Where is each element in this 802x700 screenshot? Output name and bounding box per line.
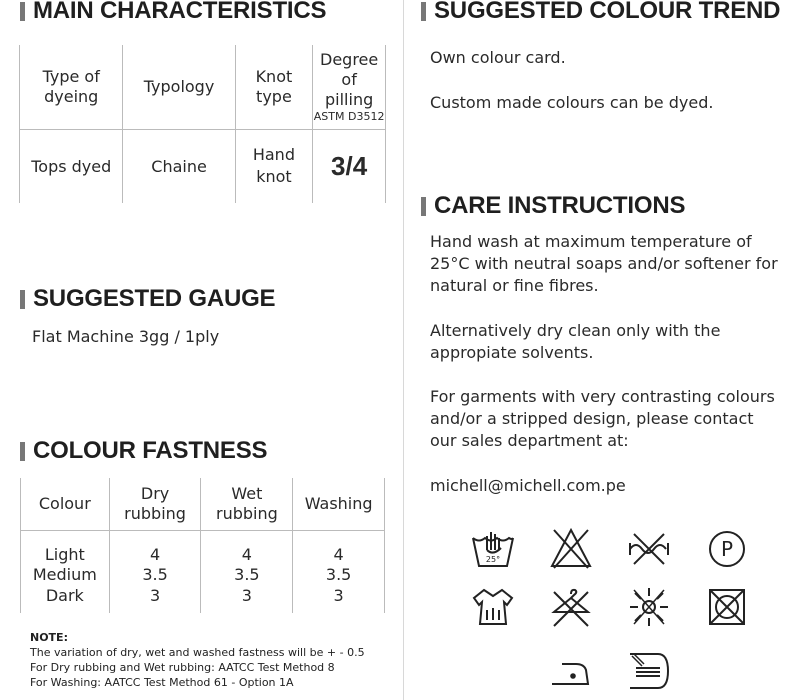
char-header-knot: Knot type <box>235 45 313 129</box>
fast-header-washing: Washing <box>293 478 385 530</box>
do-not-tumble-dry-icon <box>704 584 750 630</box>
heading-bar <box>20 2 25 21</box>
fast-cell: 3 <box>201 586 293 613</box>
heading-bar <box>421 2 426 21</box>
fast-cell: 3.5 <box>201 564 293 586</box>
fast-cell: 4 <box>293 530 385 564</box>
do-not-dry-in-sun-icon <box>626 584 672 630</box>
care-instructions-heading <box>421 192 685 220</box>
care-paragraph-3: For garments with very contrasting colours and/or a stripped design, please contact our sales department at: <box>430 387 775 450</box>
fast-cell: Dark <box>21 586 110 613</box>
note-line: For Dry rubbing and Wet rubbing: AATCC Test Method 8 <box>30 661 335 674</box>
fast-cell: 3.5 <box>293 564 385 586</box>
dry-clean-letter: P <box>720 537 734 561</box>
note-label: NOTE: <box>30 631 68 644</box>
fast-cell: 3.5 <box>109 564 201 586</box>
trend-line-2: Custom made colours can be dyed. <box>430 93 714 112</box>
colour-trend-title: SUGGESTED COLOUR TREND <box>434 0 781 24</box>
colour-trend-heading <box>421 0 780 25</box>
astm-label: ASTM D3512 <box>313 109 385 123</box>
char-cell-knot: Hand knot <box>235 129 313 203</box>
trend-line-1: Own colour card. <box>430 48 566 67</box>
do-not-hang-dry-icon <box>548 584 594 630</box>
fast-cell: 4 <box>109 530 201 564</box>
column-divider <box>403 0 404 700</box>
char-cell-pilling: 3/4 <box>313 129 386 203</box>
char-cell-dyeing: Tops dyed <box>20 129 123 203</box>
contact-email[interactable]: michell@michell.com.pe <box>430 476 626 495</box>
care-instructions-title: CARE INSTRUCTIONS <box>434 192 686 219</box>
do-not-bleach-icon <box>548 526 594 572</box>
iron-low-icon <box>548 648 594 694</box>
care-paragraph-2: Alternatively dry clean only with the appropiate solvents. <box>430 321 721 362</box>
gauge-text: Flat Machine 3gg / 1ply <box>32 327 220 346</box>
colour-fastness-table <box>20 478 385 613</box>
fast-cell: 4 <box>201 530 293 564</box>
wash-temp-label: 25° <box>485 555 501 564</box>
care-paragraph-1: Hand wash at maximum temperature of 25°C with neutral soaps and/or softener for natural or fine fibres. <box>430 232 778 295</box>
main-characteristics-title: MAIN CHARACTERISTICS <box>33 0 327 24</box>
char-header-dyeing: Type of dyeing <box>20 45 123 129</box>
note-line: The variation of dry, wet and washed fastness will be + - 0.5 <box>30 646 365 659</box>
char-header-pilling: Degree of pilling ASTM D3512 <box>313 45 386 129</box>
fast-cell: Light <box>21 530 110 564</box>
fast-header-dry: Dry rubbing <box>109 478 201 530</box>
do-not-wring-icon <box>626 526 672 572</box>
heading-bar <box>20 290 25 309</box>
fast-cell: 3 <box>109 586 201 613</box>
fast-cell: Medium <box>21 564 110 586</box>
char-cell-typology: Chaine <box>123 129 235 203</box>
dry-flat-icon <box>470 584 516 630</box>
fast-header-colour: Colour <box>21 478 110 530</box>
characteristics-table <box>19 45 386 203</box>
suggested-gauge-title: SUGGESTED GAUGE <box>33 285 276 312</box>
hand-wash-icon <box>470 526 516 572</box>
char-header-typology: Typology <box>123 45 235 129</box>
fastness-note <box>30 630 365 690</box>
fast-cell: 3 <box>293 586 385 613</box>
dry-clean-p-icon <box>704 526 750 572</box>
fast-header-wet: Wet rubbing <box>201 478 293 530</box>
colour-fastness-heading <box>20 437 267 465</box>
suggested-gauge-heading <box>20 285 275 313</box>
main-characteristics-heading <box>20 0 326 25</box>
note-line: For Washing: AATCC Test Method 61 - Option 1A <box>30 676 294 689</box>
heading-bar <box>421 197 426 216</box>
heading-bar <box>20 442 25 461</box>
dry-flat-shade-icon <box>626 648 672 694</box>
colour-fastness-title: COLOUR FASTNESS <box>33 437 268 464</box>
